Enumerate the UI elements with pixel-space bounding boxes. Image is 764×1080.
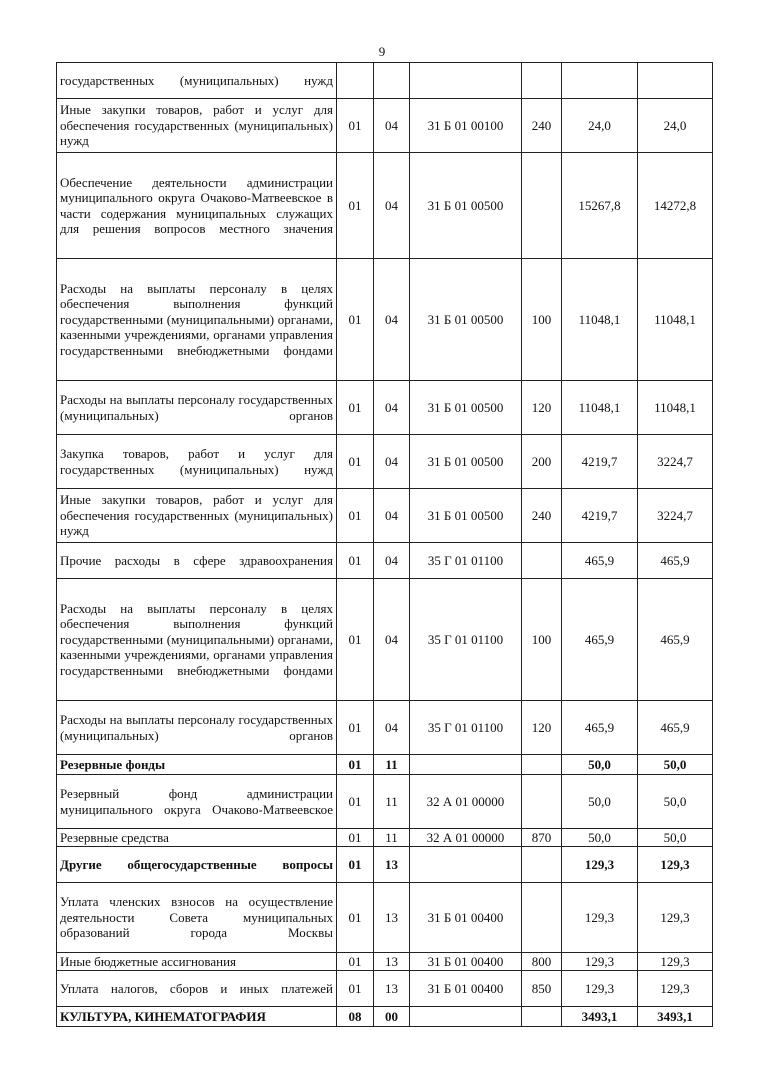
row-amount-1: 4219,7 [562, 435, 638, 489]
row-subsection: 04 [374, 435, 410, 489]
row-target-article [410, 755, 522, 775]
row-target-article: 31 Б 01 00500 [410, 259, 522, 381]
row-amount-2: 24,0 [638, 99, 713, 153]
row-amount-1: 11048,1 [562, 381, 638, 435]
row-subsection: 04 [374, 701, 410, 755]
row-section: 01 [337, 829, 374, 847]
row-amount-1: 24,0 [562, 99, 638, 153]
row-name: Расходы на выплаты персоналу в целях обеспечения выполнения функций государственными (муниципальными) органами, казенными учреждениями, органами управления государственными внебюджетными фондами [57, 579, 337, 701]
row-target-article [410, 1007, 522, 1027]
row-expense-type [522, 847, 562, 883]
row-subsection: 11 [374, 775, 410, 829]
row-subsection: 13 [374, 847, 410, 883]
row-amount-1: 11048,1 [562, 259, 638, 381]
row-name: Расходы на выплаты персоналу государственных (муниципальных) органов [57, 701, 337, 755]
table-row [57, 579, 713, 701]
row-subsection: 04 [374, 543, 410, 579]
row-expense-type: 850 [522, 971, 562, 1007]
row-subsection [374, 63, 410, 99]
row-target-article: 35 Г 01 01100 [410, 579, 522, 701]
row-target-article: 32 А 01 00000 [410, 775, 522, 829]
row-expense-type [522, 775, 562, 829]
row-name: Уплата налогов, сборов и иных платежей [57, 971, 337, 1007]
row-subsection: 11 [374, 829, 410, 847]
row-target-article [410, 847, 522, 883]
row-expense-type [522, 1007, 562, 1027]
row-expense-type [522, 153, 562, 259]
row-name: Резервные фонды [57, 755, 337, 775]
row-expense-type: 100 [522, 259, 562, 381]
row-expense-type [522, 543, 562, 579]
row-amount-1: 3493,1 [562, 1007, 638, 1027]
row-amount-2: 465,9 [638, 579, 713, 701]
table-row [57, 435, 713, 489]
row-expense-type: 120 [522, 381, 562, 435]
row-target-article: 35 Г 01 01100 [410, 701, 522, 755]
row-subsection: 04 [374, 579, 410, 701]
row-subsection: 04 [374, 489, 410, 543]
table-row [57, 847, 713, 883]
row-section: 01 [337, 701, 374, 755]
table-row [57, 829, 713, 847]
row-amount-1: 4219,7 [562, 489, 638, 543]
row-amount-2: 3493,1 [638, 1007, 713, 1027]
row-subsection: 13 [374, 883, 410, 953]
row-name: Другие общегосударственные вопросы [57, 847, 337, 883]
row-amount-1: 129,3 [562, 847, 638, 883]
row-expense-type: 200 [522, 435, 562, 489]
table-row [57, 489, 713, 543]
row-section: 01 [337, 99, 374, 153]
row-target-article [410, 63, 522, 99]
row-subsection: 04 [374, 381, 410, 435]
row-section: 01 [337, 775, 374, 829]
table-row [57, 259, 713, 381]
table-row [57, 1007, 713, 1027]
row-section: 01 [337, 489, 374, 543]
row-amount-1: 129,3 [562, 971, 638, 1007]
row-section: 01 [337, 435, 374, 489]
row-amount-1: 50,0 [562, 829, 638, 847]
row-expense-type: 870 [522, 829, 562, 847]
table-row [57, 99, 713, 153]
row-name: Резервные средства [57, 829, 337, 847]
row-section: 01 [337, 971, 374, 1007]
row-amount-1: 129,3 [562, 883, 638, 953]
row-section: 01 [337, 381, 374, 435]
row-section: 01 [337, 847, 374, 883]
row-target-article: 31 Б 01 00400 [410, 971, 522, 1007]
row-name: государственных (муниципальных) нужд [57, 63, 337, 99]
row-target-article: 32 А 01 00000 [410, 829, 522, 847]
row-name: Расходы на выплаты персоналу в целях обеспечения выполнения функций государственными (муниципальными) органами, казенными учреждениями, органами управления государственными внебюджетными фондами [57, 259, 337, 381]
row-amount-1: 465,9 [562, 543, 638, 579]
row-target-article: 31 Б 01 00500 [410, 435, 522, 489]
row-amount-1: 465,9 [562, 701, 638, 755]
row-amount-2: 50,0 [638, 755, 713, 775]
table-row [57, 543, 713, 579]
row-target-article: 35 Г 01 01100 [410, 543, 522, 579]
row-amount-1: 465,9 [562, 579, 638, 701]
table-row [57, 381, 713, 435]
row-name: Обеспечение деятельности администрации муниципального округа Очаково-Матвеевское в части содержания муниципальных служащих для решения вопросов местного значения [57, 153, 337, 259]
row-name: Резервный фонд администрации муниципального округа Очаково-Матвеевское [57, 775, 337, 829]
row-subsection: 04 [374, 259, 410, 381]
row-section: 01 [337, 259, 374, 381]
row-subsection: 00 [374, 1007, 410, 1027]
row-expense-type [522, 63, 562, 99]
page-number: 9 [378, 44, 386, 59]
table-row [57, 775, 713, 829]
row-subsection: 04 [374, 153, 410, 259]
row-section: 08 [337, 1007, 374, 1027]
row-name: Закупка товаров, работ и услуг для государственных (муниципальных) нужд [57, 435, 337, 489]
row-target-article: 31 Б 01 00400 [410, 953, 522, 971]
row-section [337, 63, 374, 99]
row-amount-1: 50,0 [562, 775, 638, 829]
row-subsection: 04 [374, 99, 410, 153]
row-amount-2: 3224,7 [638, 489, 713, 543]
table-row [57, 953, 713, 971]
row-amount-2: 3224,7 [638, 435, 713, 489]
row-name: КУЛЬТУРА, КИНЕМАТОГРАФИЯ [57, 1007, 337, 1027]
row-name: Уплата членских взносов на осуществление деятельности Совета муниципальных образований города Москвы [57, 883, 337, 953]
row-amount-2: 129,3 [638, 883, 713, 953]
row-amount-1: 15267,8 [562, 153, 638, 259]
row-target-article: 31 Б 01 00500 [410, 153, 522, 259]
row-expense-type: 240 [522, 489, 562, 543]
row-subsection: 11 [374, 755, 410, 775]
row-amount-1: 50,0 [562, 755, 638, 775]
table-row [57, 63, 713, 99]
row-amount-2: 11048,1 [638, 381, 713, 435]
table-row [57, 701, 713, 755]
row-name: Расходы на выплаты персоналу государственных (муниципальных) органов [57, 381, 337, 435]
row-expense-type: 240 [522, 99, 562, 153]
row-amount-2: 14272,8 [638, 153, 713, 259]
row-expense-type [522, 755, 562, 775]
table-row [57, 971, 713, 1007]
row-amount-2 [638, 63, 713, 99]
row-amount-2: 465,9 [638, 701, 713, 755]
row-amount-2: 129,3 [638, 953, 713, 971]
table-row [57, 153, 713, 259]
row-section: 01 [337, 953, 374, 971]
row-expense-type [522, 883, 562, 953]
row-amount-2: 11048,1 [638, 259, 713, 381]
row-name: Иные бюджетные ассигнования [57, 953, 337, 971]
row-expense-type: 100 [522, 579, 562, 701]
row-name: Прочие расходы в сфере здравоохранения [57, 543, 337, 579]
table-row [57, 755, 713, 775]
row-amount-2: 50,0 [638, 829, 713, 847]
row-amount-2: 129,3 [638, 971, 713, 1007]
row-section: 01 [337, 579, 374, 701]
row-amount-1: 129,3 [562, 953, 638, 971]
row-amount-2: 129,3 [638, 847, 713, 883]
row-expense-type: 800 [522, 953, 562, 971]
row-expense-type: 120 [522, 701, 562, 755]
row-section: 01 [337, 883, 374, 953]
row-section: 01 [337, 543, 374, 579]
row-subsection: 13 [374, 953, 410, 971]
row-target-article: 31 Б 01 00500 [410, 489, 522, 543]
row-name: Иные закупки товаров, работ и услуг для обеспечения государственных (муниципальных) нужд [57, 489, 337, 543]
table-row [57, 883, 713, 953]
budget-table [56, 62, 713, 1027]
row-name: Иные закупки товаров, работ и услуг для обеспечения государственных (муниципальных) нужд [57, 99, 337, 153]
row-target-article: 31 Б 01 00400 [410, 883, 522, 953]
row-target-article: 31 Б 01 00100 [410, 99, 522, 153]
row-amount-2: 465,9 [638, 543, 713, 579]
row-section: 01 [337, 153, 374, 259]
row-section: 01 [337, 755, 374, 775]
row-amount-1 [562, 63, 638, 99]
row-target-article: 31 Б 01 00500 [410, 381, 522, 435]
row-subsection: 13 [374, 971, 410, 1007]
row-amount-2: 50,0 [638, 775, 713, 829]
